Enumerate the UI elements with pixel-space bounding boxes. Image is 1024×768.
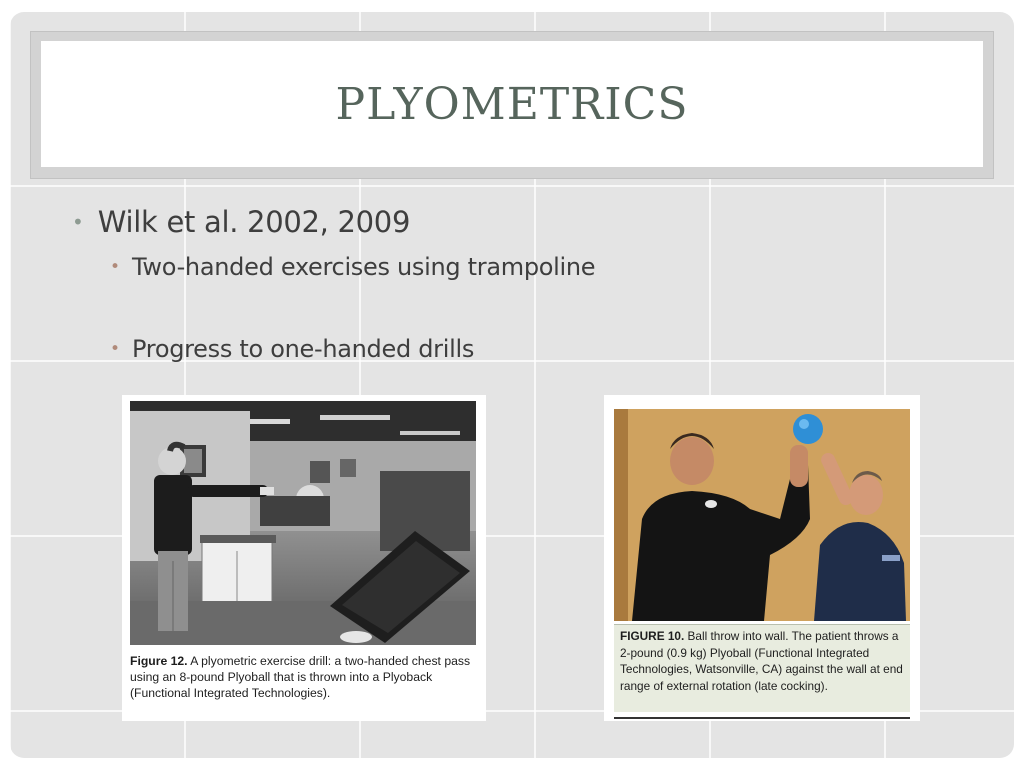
- figure-right-caption-text: Ball throw into wall. The patient throws a 2-pound (0.9 kg) Plyoball (Functional Integrated Technologies, Watsonville, CA) against the wall at end range of external rotation (late cocking).: [620, 629, 903, 693]
- ball-throw-illustration: [614, 409, 910, 621]
- bullet-dot-icon: •: [72, 210, 84, 234]
- figure-left-caption: [130, 653, 478, 701]
- slide-title: PLYOMETRICS: [335, 78, 689, 130]
- bullet-dot-icon: •: [110, 257, 121, 277]
- slide-canvas: [10, 12, 1014, 758]
- figure-right-caption: [614, 624, 910, 712]
- bullet-item: [72, 205, 410, 239]
- clinic-photo: [130, 401, 476, 645]
- caption-divider: [614, 717, 910, 719]
- figure-right-label: FIGURE 10.: [620, 629, 685, 643]
- figure-right: [604, 395, 920, 721]
- bullet-dot-icon: •: [110, 339, 121, 359]
- bullet-text: Wilk et al. 2002, 2009: [97, 205, 411, 239]
- figure-left-caption-text: A plyometric exercise drill: a two-handed chest pass using an 8-pound Plyoball that is thrown into a Plyoback (Functional Integrated Technologies).: [130, 654, 471, 700]
- figure-left-label: Figure 12.: [130, 654, 188, 668]
- clinic-photo-illustration: [130, 401, 476, 645]
- figure-left: [122, 395, 486, 721]
- sub-bullet-item: [110, 253, 595, 281]
- sub-bullet-item: [110, 335, 474, 363]
- ball-throw-photo: [614, 409, 910, 621]
- bullet-text: Progress to one-handed drills: [132, 335, 475, 363]
- bullet-text: Two-handed exercises using trampoline: [132, 253, 596, 281]
